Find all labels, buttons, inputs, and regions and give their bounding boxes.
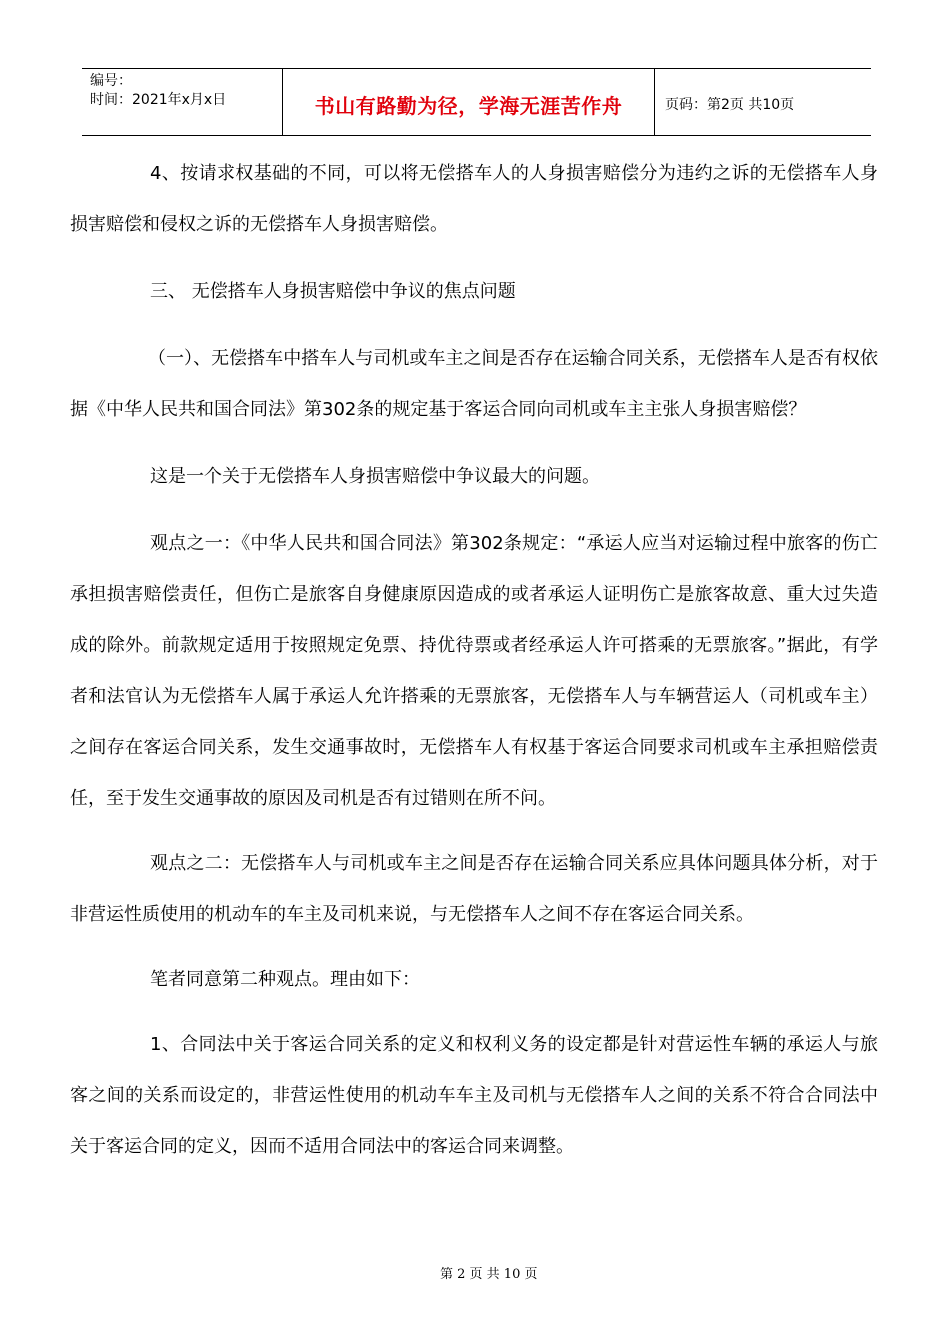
paragraph: 1、合同法中关于客运合同关系的定义和权利义务的设定都是针对营运性车辆的承运人与旅客之间的关系而设定的，非营运性使用的机动车车主及司机与无偿搭车人之间的关系不符合合同法中关于客运合同的定义，因而不适用合同法中的客运合同来调整。: [70, 1034, 878, 1157]
document-body: [70, 140, 878, 1172]
paragraph: 观点之一：《中华人民共和国合同法》第302条规定：“承运人应当对运输过程中旅客的伤亡承担损害赔偿责任，但伤亡是旅客自身健康原因造成的或者承运人证明伤亡是旅客故意、重大过失造成的除外。前款规定适用于按照规定免票、持优待票或者经承运人许可搭乘的无票旅客。”据此，有学者和法官认为无偿搭车人属于承运人允许搭乘的无票旅客，无偿搭车人与车辆营运人（司机或车主）之间存在客运合同关系，发生交通事故时，无偿搭车人有权基于客运合同要求司机或车主承担赔偿责任，至于发生交通事故的原因及司机是否有过错则在所不问。: [70, 533, 878, 809]
paragraph: （一）、无偿搭车中搭车人与司机或车主之间是否存在运输合同关系，无偿搭车人是否有权依据《中华人民共和国合同法》第302条的规定基于客运合同向司机或车主主张人身损害赔偿？: [70, 348, 878, 420]
paragraph: 笔者同意第二种观点。理由如下：: [150, 969, 420, 990]
page-header: [82, 68, 871, 136]
document-number: 编号：: [90, 73, 132, 89]
paragraph: 这是一个关于无偿搭车人身损害赔偿中争议最大的问题。: [150, 466, 600, 487]
paragraph: 观点之二：无偿搭车人与司机或车主之间是否存在运输合同关系应具体问题具体分析，对于非营运性质使用的机动车的车主及司机来说，与无偿搭车人之间不存在客运合同关系。: [70, 853, 878, 925]
header-meta: [82, 69, 283, 135]
document-date: 时间：2021年x月x日: [90, 92, 227, 108]
section-heading: 三、 无偿搭车人身损害赔偿中争议的焦点问题: [150, 281, 516, 302]
paragraph: 4、按请求权基础的不同，可以将无偿搭车人的人身损害赔偿分为违约之诉的无偿搭车人身损害赔偿和侵权之诉的无偿搭车人身损害赔偿。: [70, 163, 878, 235]
header-page-number: 页码：第2页 共10页: [665, 97, 795, 113]
header-motto: 书山有路勤为径，学海无涯苦作舟: [283, 69, 655, 135]
page-footer: 第 2 页 共 10 页: [440, 1267, 538, 1282]
